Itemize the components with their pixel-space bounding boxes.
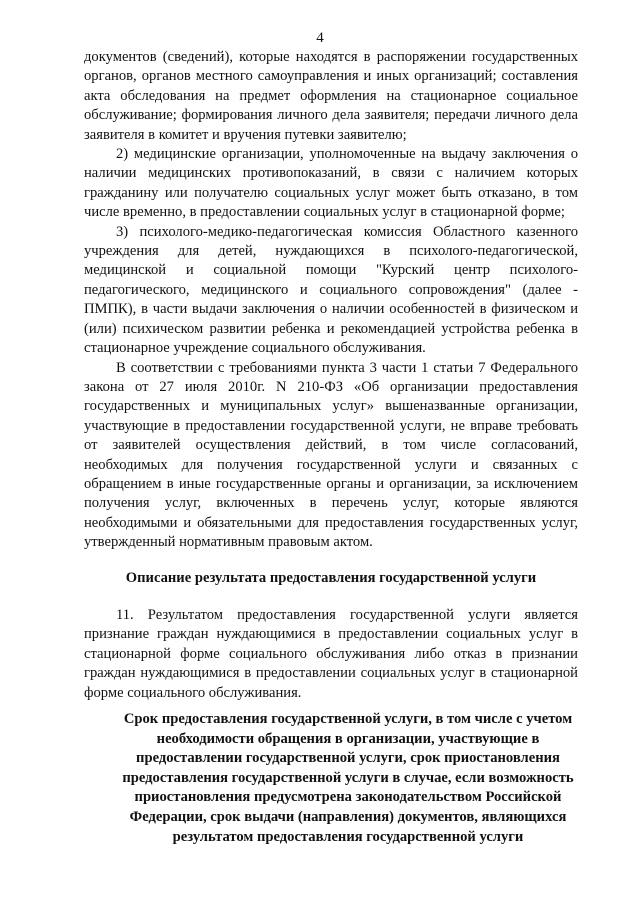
paragraph-law-reference: В соответствии с требованиями пункта 3 части 1 статьи 7 Федерального закона от 27 июля 2010г. N 210-ФЗ «Об организации предоставления государственных и муниципальных услуг» вышеназванные организации, участвующие в предоставлении государственной услуги, не вправе требовать от заявителей осуществления действий, в том числе согласований, необходимых для получения государственной услуги и связанных с обращением в иные государственные органы и организации, за исключением получения услуг, включенных в перечень услуг, которые являются необходимыми и обязательными для предоставления государственных услуг, утвержденный нормативным правовым актом.	[84, 359, 578, 551]
paragraph-item-3: 3) психолого-медико-педагогическая комиссия Областного казенного учреждения для детей, нуждающихся в психолого-педагогической, медицинской и социальной помощи "Курский центр психолого-педагогического, медицинского и социального сопровождения" (далее - ПМПК), в части выдачи заключения о наличии особенностей в физическом и (или) психическом развитии ребенка и рекомендацией устройства ребенка в стационарное учреждение социального обслуживания.	[84, 223, 578, 357]
paragraph-continuation: документов (сведений), которые находятся в распоряжении государственных органов, органов местного самоуправления и иных организаций; составления акта обследования на предмет оформления на стационарное социальное обслуживание; формирования личного дела заявителя; передачи личного дела заявителя в комитет и вручения путевки заявителю;	[84, 49, 578, 143]
section-heading-result: Описание результата предоставления государственной услуги	[125, 570, 537, 586]
paragraph-item-2: 2) медицинские организации, уполномоченные на выдачу заключения о наличии медицинских противопоказаний, в связи с наличием которых гражданину или получателю социальных услуг может быть отказано, в том числе временно, в предоставлении социальных услуг в стационарной форме;	[84, 146, 578, 221]
body-text	[84, 48, 578, 553]
paragraph-11-result: 11. Результатом предоставления государственной услуги является признание граждан нуждающимися в предоставлении социальных услуг в стационарной форме социального обслуживания либо отказ в признании граждан нуждающимися в предоставлении социальных услуг в стационарной форме социального обслуживания.	[84, 607, 578, 701]
page-number: 4	[316, 30, 324, 46]
section-heading-term: Срок предоставления государственной услуги, в том числе с учетом необходимости обращения в организации, участвующие в предоставлении государственной услуги, срок приостановления предоставления государственной услуги в случае, если возможность приостановления предусмотрена законодательством Российской Федерации, срок выдачи (направления) документов, являющихся результатом предоставления государственной услуги	[122, 711, 574, 845]
